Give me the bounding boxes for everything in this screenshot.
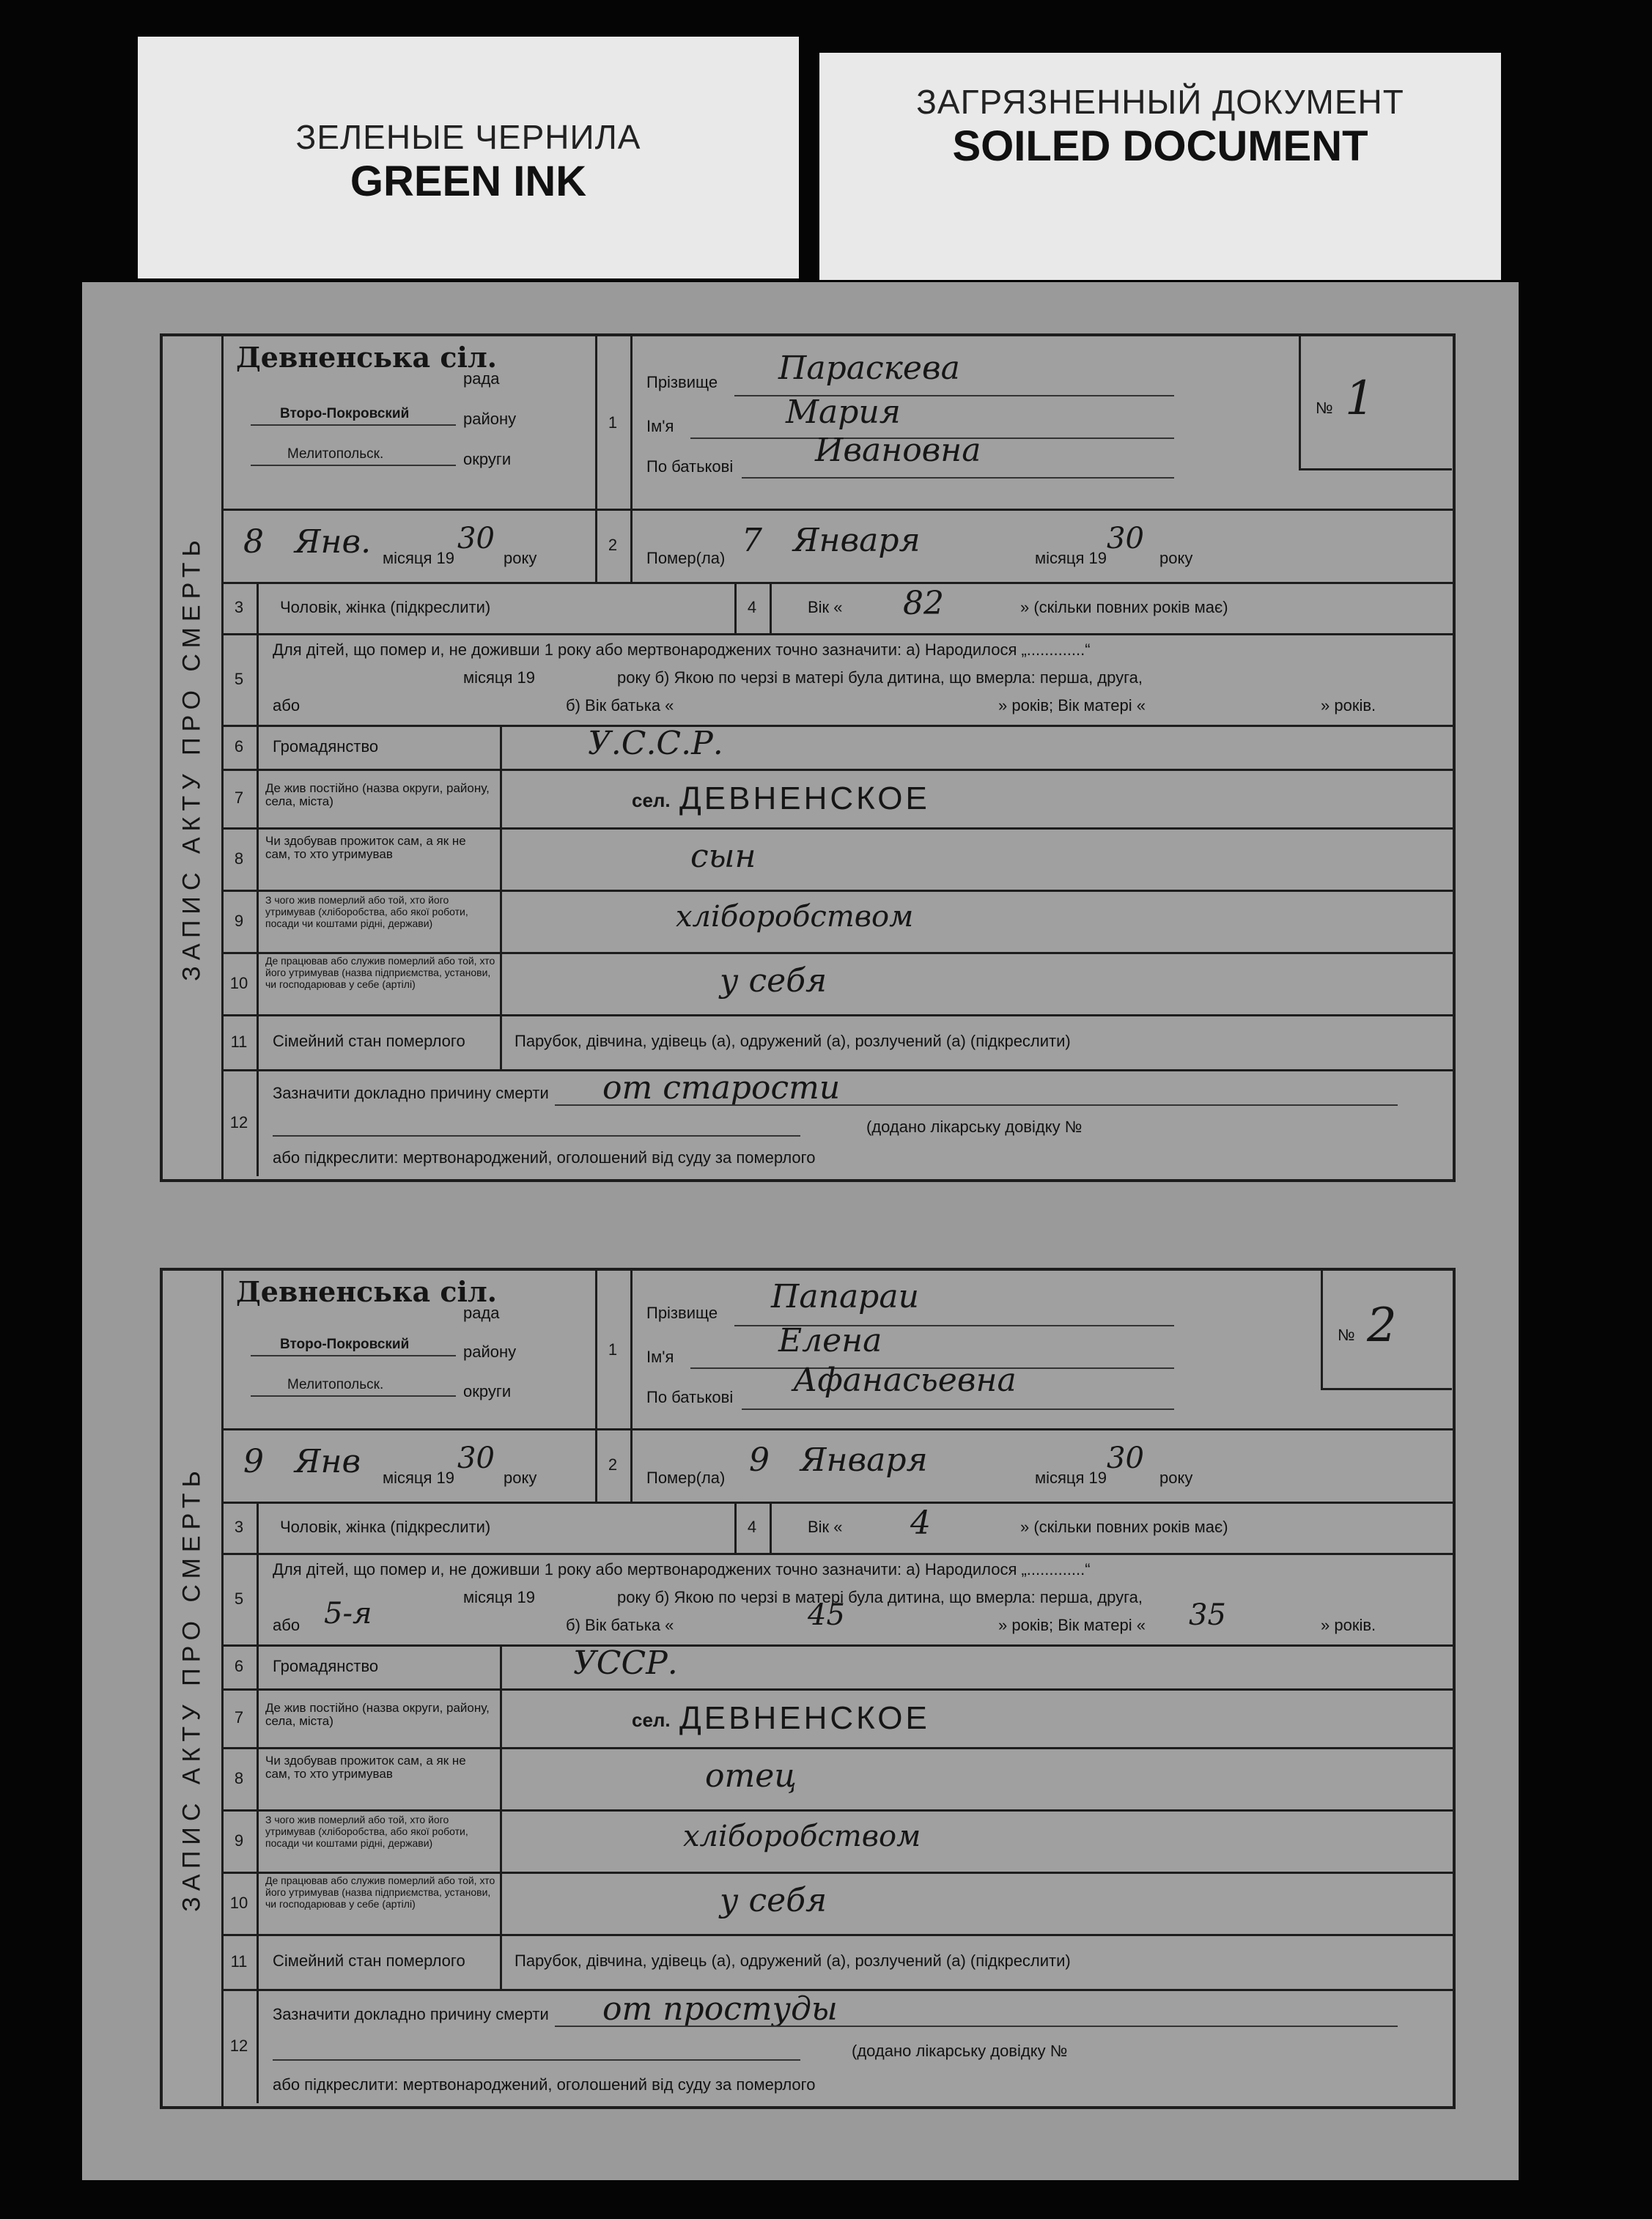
row-number: 10 [221,1872,259,1934]
certificate-label: (додано лікарську довідку № [866,1118,1083,1136]
year-label: року [504,549,537,567]
cause-label: Зазначити докладно причину смерти [273,2005,549,2023]
row-number: 7 [221,769,259,827]
row-number: 3 [221,582,259,633]
occupation: хліборобством [676,900,914,934]
row-number: 8 [221,827,259,890]
record-number: 1 [1345,372,1375,426]
header-row-2 [221,1428,1453,1504]
residence-label: Де жив постійно (назва округи, району, села, міста) [265,781,490,808]
label-ru: ЗАГРЯЗНЕННЫЙ ДОКУМЕНТ [916,83,1404,121]
selrada: Девненська сіл. [236,341,497,374]
death-day: 7 [742,522,762,559]
row-7-residence [221,1688,1453,1749]
surname-label: Прізвище [646,373,718,391]
sel-prefix: сел. [632,789,671,811]
support: сын [690,838,756,875]
header-row-2 [221,509,1453,584]
surname-label: Прізвище [646,1304,718,1322]
age: 4 [910,1504,931,1542]
support: отец [705,1757,797,1795]
first-name: Елена [778,1322,882,1359]
support-label: Чи здобував прожиток сам, а як не сам, то хто утримував [265,1754,466,1781]
side-title: ЗАПИС АКТУ ПРО СМЕРТЬ [163,1271,224,2106]
workplace-label: Де працював або служив померлий або той, хто його утримував (назва підприємства, установи, чи господарював у себе (артілі) [265,1875,495,1910]
row-number: 2 [595,509,633,582]
children-text: року б) Якою по черзі в матері була дитина, що вмерла: перша, друга, [617,668,1143,687]
record-number: 2 [1367,1299,1397,1353]
marital-options: Парубок, дівчина, удівець (а), одружений (а), розлучений (а) (підкреслити) [515,1032,1071,1050]
month-label: місяця 19 [1035,1469,1107,1487]
row-number: 10 [221,952,259,1014]
row-10-workplace [221,952,1453,1016]
rada-label: рада [463,1304,500,1322]
row-number: 1 [595,1271,633,1428]
row-number: 1 [595,336,633,509]
age-label: Вік « [808,598,843,616]
patronymic: Афанасьевна [793,1362,1017,1399]
stillborn-label: або підкреслити: мертвонароджений, оголошений від суду за померлого [273,1148,816,1167]
reg-month: Янв. [295,523,372,561]
patronymic-label: По батькові [646,457,734,476]
row-number: 5 [221,1553,259,1644]
patronymic: Ивановна [815,432,981,469]
citizenship: УССР. [573,1644,678,1682]
marital-options: Парубок, дівчина, удівець (а), одружений (а), розлучений (а) (підкреслити) [515,1952,1071,1970]
reg-year: 30 [457,522,495,555]
row-number: 11 [221,1934,259,1989]
marital-label: Сімейний стан померлого [273,1952,465,1970]
children-text: » років. [1321,1616,1376,1634]
reg-day: 8 [243,523,264,561]
okrug: Мелитопольск. [287,1377,384,1392]
sex-label: Чоловік, жінка (підкреслити) [280,1518,491,1536]
selrada: Девненська сіл. [236,1275,497,1308]
workplace-label: Де працював або служив померлий або той, хто його утримував (назва підприємства, установи, чи господарював у себе (артілі) [265,955,495,990]
surname: Папараи [771,1278,919,1315]
row-11-marital [221,1014,1453,1071]
row-number: 6 [221,1644,259,1688]
row-number: 7 [221,1688,259,1747]
row-5-children [221,1553,1453,1647]
year-label: року [1159,1469,1193,1487]
residence-village: ДЕВНЕНСКОЕ [679,780,930,816]
cause-label: Зазначити докладно причину смерти [273,1084,549,1102]
child-order: 5-я [324,1597,372,1631]
reg-day: 9 [243,1443,264,1480]
cause: от простуды [602,1990,838,2028]
row-8-support [221,827,1453,892]
citizenship: У.С.С.Р. [588,725,723,762]
residence-label: Де жив постійно (назва округи, району, села, міста) [265,1701,490,1728]
occupation-label: З чого жив померлий або той, хто його утримував (хліборобства, або якої роботи, посади чи коштами рідні, держави) [265,1814,468,1849]
name-label: Ім'я [646,417,674,435]
soiled-document-label-card [819,53,1501,280]
age-tail: » (скільки повних років має) [1020,598,1228,616]
row-number: 12 [221,1069,259,1176]
row-number: 9 [221,1809,259,1872]
death-month: Января [800,1441,928,1479]
citizenship-label: Громадянство [273,1657,379,1675]
age-label: Вік « [808,1518,843,1536]
death-year: 30 [1107,1441,1144,1475]
rada-label: рада [463,369,500,388]
children-text: або [273,1616,300,1634]
record-number-box: № 2 [1321,1271,1452,1390]
row-9-occupation [221,890,1453,954]
row-number: 6 [221,725,259,769]
children-text: Для дітей, що помер и, не доживши 1 року або мертвонароджених точно зазначити: а) Народилося „.............“ [273,640,1091,659]
row-6-citizenship [221,725,1453,771]
row-number: 4 [734,1502,772,1553]
children-text: Для дітей, що помер и, не доживши 1 року або мертвонароджених точно зазначити: а) Народилося „.............“ [273,1560,1091,1579]
row-5-children [221,633,1453,727]
label-ru: ЗЕЛЕНЫЕ ЧЕРНИЛА [295,118,641,156]
row-7-residence [221,769,1453,830]
death-day: 9 [749,1441,770,1479]
label-en: GREEN INK [350,158,587,205]
row-3-4 [221,1502,1453,1555]
month-label: місяця 19 [383,1469,455,1487]
month-label: місяця 19 [1035,549,1107,567]
row-8-support [221,1747,1453,1812]
children-text: » років; Вік матері « [998,1616,1146,1634]
row-number: 5 [221,633,259,725]
rayon: Второ-Покровский [280,1337,410,1352]
rayonu-label: району [463,1343,517,1361]
residence-village: ДЕВНЕНСКОЕ [679,1700,930,1736]
died-label: Помер(ла) [646,549,726,567]
children-text: б) Вік батька « [566,696,674,715]
children-text: місяця 19 [463,1588,536,1606]
mother-age: 35 [1189,1598,1226,1632]
death-month: Января [793,522,921,559]
row-number: 2 [595,1428,633,1502]
header-row-1 [221,1271,1453,1430]
year-label: року [1159,549,1193,567]
first-name: Мария [786,394,901,431]
cause: от старости [602,1069,841,1107]
name-label: Ім'я [646,1348,674,1366]
row-number: 4 [734,582,772,633]
children-text: » років. [1321,696,1376,715]
children-text: року б) Якою по черзі в матері була дитина, що вмерла: перша, друга, [617,1588,1143,1606]
row-number: 8 [221,1747,259,1809]
children-text: або [273,696,300,715]
occupation: хліборобством [683,1820,921,1853]
occupation-label: З чого жив померлий або той, хто його утримував (хліборобства, або якої роботи, посади чи коштами рідні, держави) [265,894,468,929]
death-record-form-1 [160,333,1456,1182]
green-ink-label-card [138,37,799,278]
row-12-cause [221,1069,1453,1176]
row-number: 11 [221,1014,259,1069]
died-label: Помер(ла) [646,1469,726,1487]
death-year: 30 [1107,522,1144,555]
age: 82 [903,585,944,622]
workplace: у себя [720,1882,827,1919]
rayonu-label: району [463,410,517,428]
month-label: місяця 19 [383,549,455,567]
year-label: року [504,1469,537,1487]
children-text: місяця 19 [463,668,536,687]
age-tail: » (скільки повних років має) [1020,1518,1228,1536]
children-text: » років; Вік матері « [998,696,1146,715]
father-age: 45 [808,1598,845,1632]
row-number: 3 [221,1502,259,1553]
death-record-form-2 [160,1268,1456,2109]
children-text: б) Вік батька « [566,1616,674,1634]
stillborn-label: або підкреслити: мертвонароджений, оголошений від суду за померлого [273,2075,816,2094]
certificate-label: (додано лікарську довідку № [852,2042,1068,2060]
reg-month: Янв [295,1443,361,1480]
row-10-workplace [221,1872,1453,1936]
okrugi-label: округи [463,1382,512,1400]
row-number: 12 [221,1989,259,2103]
row-3-4 [221,582,1453,635]
rayon: Второ-Покровский [280,406,410,421]
marital-label: Сімейний стан померлого [273,1032,465,1050]
record-number-box: № 1 [1299,336,1452,470]
okrugi-label: округи [463,450,512,468]
row-number: 9 [221,890,259,952]
patronymic-label: По батькові [646,1388,734,1406]
side-title: ЗАПИС АКТУ ПРО СМЕРТЬ [163,336,224,1179]
citizenship-label: Громадянство [273,737,379,756]
sex-label: Чоловік, жінка (підкреслити) [280,598,491,616]
okrug: Мелитопольск. [287,446,384,462]
sel-prefix: сел. [632,1709,671,1731]
row-6-citizenship [221,1644,1453,1691]
label-en: SOILED DOCUMENT [952,122,1368,170]
surname: Параскева [778,350,960,387]
support-label: Чи здобував прожиток сам, а як не сам, то хто утримував [265,834,466,861]
row-11-marital [221,1934,1453,1991]
row-12-cause [221,1989,1453,2103]
header-row-1 [221,336,1453,511]
workplace: у себя [720,962,827,1000]
row-9-occupation [221,1809,1453,1874]
reg-year: 30 [457,1441,495,1475]
